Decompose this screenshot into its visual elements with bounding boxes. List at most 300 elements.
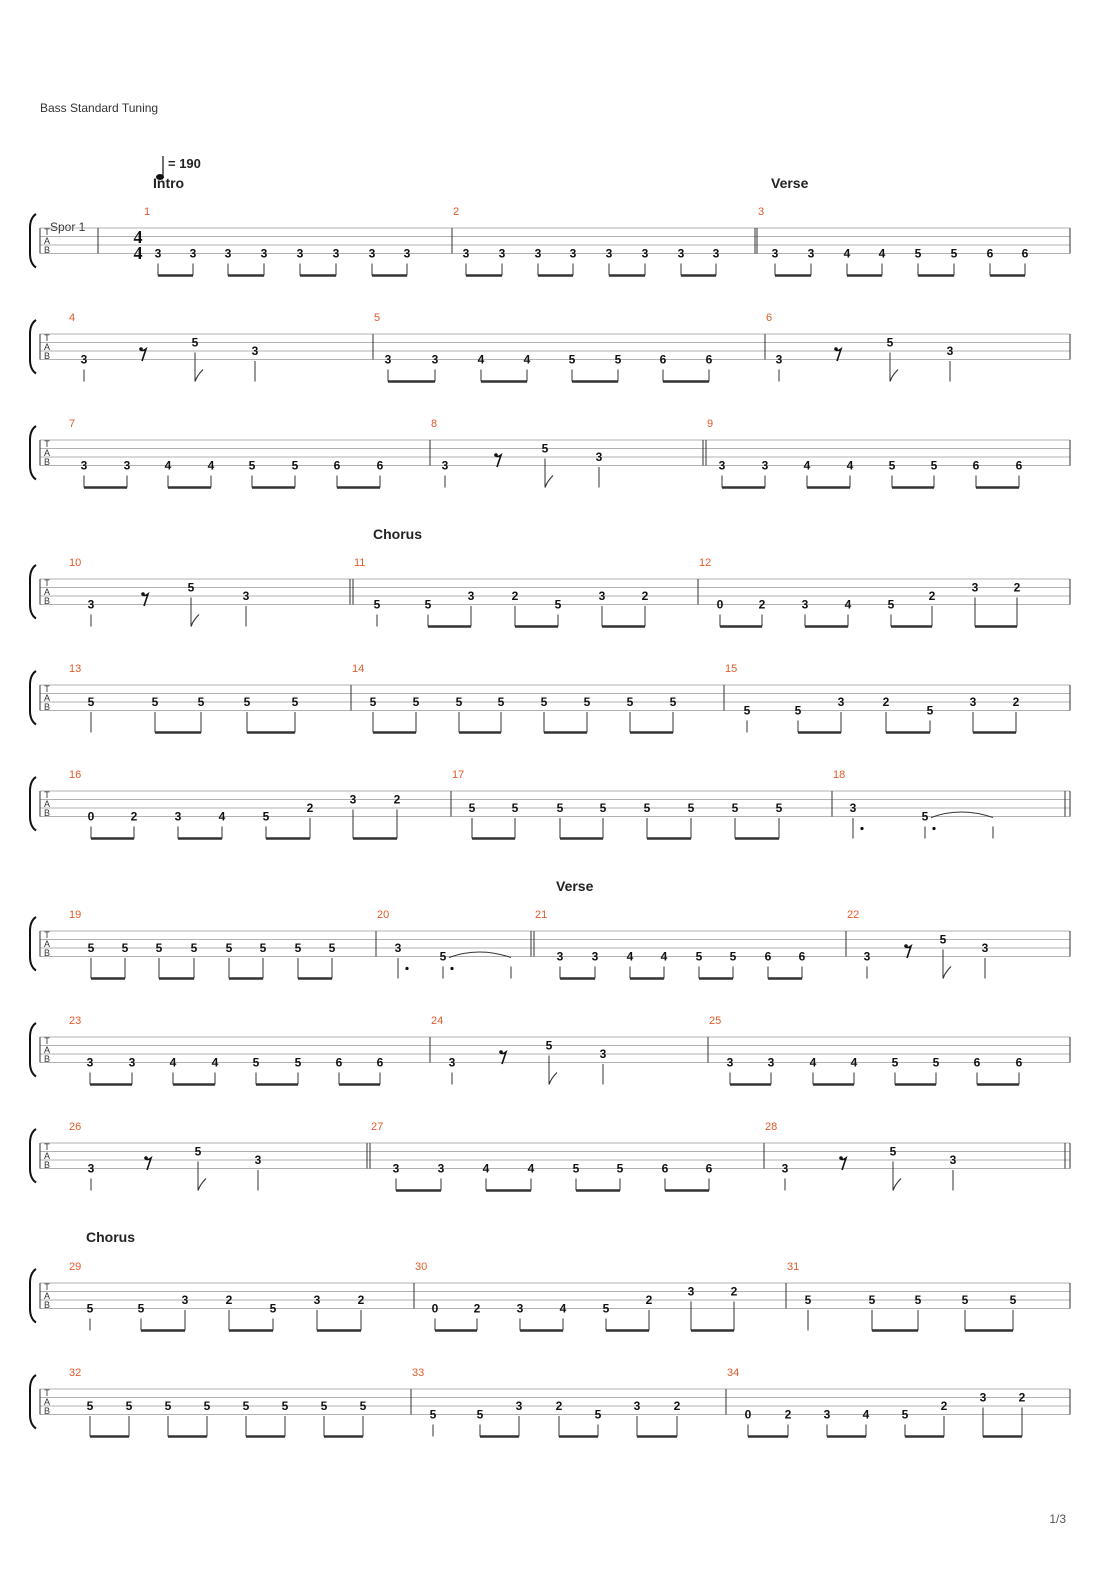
fret-number: 5 — [556, 801, 564, 815]
fret-number: 6 — [1015, 1055, 1023, 1070]
fret-number: 5 — [121, 941, 129, 955]
fret-number: 5 — [191, 335, 199, 350]
system-brace — [30, 917, 36, 971]
tab-clef-letter: T — [44, 227, 50, 237]
fret-number: 3 — [516, 1301, 524, 1316]
fret-number: 3 — [605, 246, 613, 261]
measure-number: 4 — [69, 312, 76, 324]
fret-number: 3 — [313, 1293, 321, 1307]
measure-number: 18 — [833, 769, 846, 781]
fret-number: 5 — [614, 352, 622, 367]
fret-number: 3 — [981, 941, 989, 955]
fret-number: 3 — [849, 801, 857, 815]
fret-number: 3 — [969, 695, 977, 709]
system-brace — [30, 565, 36, 619]
fret-number: 5 — [889, 1144, 897, 1159]
fret-number: 5 — [248, 458, 256, 473]
system-brace — [30, 777, 36, 831]
measure-number: 3 — [758, 206, 765, 218]
fret-number: 3 — [392, 1161, 400, 1176]
fret-number: 5 — [775, 801, 783, 815]
measure-number: 15 — [725, 663, 738, 675]
fret-number: 5 — [155, 941, 163, 955]
fret-number: 5 — [468, 801, 476, 815]
fret-number: 3 — [979, 1390, 987, 1405]
fret-number: 5 — [541, 441, 549, 456]
fret-number: 5 — [262, 809, 270, 824]
fret-number: 2 — [473, 1301, 481, 1316]
fret-number: 5 — [373, 597, 381, 612]
fret-number: 3 — [154, 246, 162, 261]
system-brace — [30, 1375, 36, 1429]
fret-number: 5 — [914, 246, 922, 261]
section-label-chorus: Chorus — [373, 526, 422, 542]
measure-number: 20 — [377, 909, 390, 921]
fret-number: 5 — [137, 1301, 145, 1316]
fret-number: 5 — [616, 1161, 624, 1176]
tab-clef-letter: A — [43, 342, 51, 352]
system-brace — [30, 320, 36, 374]
measure-number: 31 — [787, 1261, 800, 1273]
measure-number: 7 — [69, 418, 76, 430]
fret-number: 5 — [932, 1055, 940, 1070]
tab-clef-letter: B — [43, 1054, 51, 1064]
fret-number: 6 — [705, 352, 713, 367]
fret-number: 4 — [523, 352, 531, 367]
fret-number: 5 — [429, 1407, 437, 1422]
fret-number: 3 — [598, 589, 606, 603]
eighth-rest-icon — [141, 592, 145, 596]
fret-number: 5 — [939, 932, 947, 947]
fret-number: 5 — [86, 1301, 94, 1316]
fret-number: 3 — [242, 589, 250, 603]
fret-number: 5 — [294, 1055, 302, 1070]
fret-number: 5 — [291, 458, 299, 473]
fret-number: 3 — [349, 792, 357, 807]
tab-clef-letter: B — [43, 596, 51, 606]
fret-number: 3 — [712, 246, 720, 261]
fret-number: 5 — [225, 941, 233, 955]
fret-number: 3 — [534, 246, 542, 261]
tab-clef-letter: B — [43, 1406, 51, 1416]
measure-number: 19 — [69, 909, 82, 921]
fret-number: 3 — [431, 352, 439, 367]
eighth-flag-icon — [893, 1179, 901, 1191]
tab-clef-letter: A — [43, 1151, 51, 1161]
fret-number: 5 — [643, 801, 651, 815]
fret-number: 5 — [476, 1407, 484, 1422]
section-label-chorus-2: Chorus — [86, 1229, 135, 1245]
measure-number: 11 — [354, 557, 366, 569]
fret-number: 4 — [207, 458, 215, 473]
eighth-rest-icon — [499, 1050, 503, 1054]
fret-number: 5 — [731, 801, 739, 815]
fret-number: 5 — [886, 335, 894, 350]
fret-number: 6 — [973, 1055, 981, 1070]
tab-clef-letter: A — [43, 939, 51, 949]
fret-number: 5 — [888, 458, 896, 473]
dot-icon — [860, 827, 863, 830]
fret-number: 0 — [87, 809, 95, 824]
fret-number: 3 — [801, 597, 809, 612]
fret-number: 2 — [130, 809, 138, 824]
tab-clef-letter: T — [44, 1036, 50, 1046]
measure-number: 33 — [412, 1367, 425, 1379]
measure-number: 21 — [535, 909, 548, 921]
fret-number: 6 — [333, 458, 341, 473]
tab-clef-letter: A — [43, 1045, 51, 1055]
fret-number: 3 — [837, 695, 845, 709]
fret-number: 2 — [1012, 695, 1020, 709]
measure-number: 22 — [847, 909, 860, 921]
tab-clef-letter: T — [44, 930, 50, 940]
time-signature-bottom: 4 — [133, 243, 143, 263]
fret-number: 3 — [767, 1055, 775, 1070]
tempo-marking: = 190 — [168, 156, 201, 171]
tab-clef-letter: A — [43, 1397, 51, 1407]
fret-number: 4 — [169, 1055, 177, 1070]
fret-number: 4 — [846, 458, 854, 473]
fret-number: 5 — [891, 1055, 899, 1070]
eighth-rest-icon — [139, 347, 143, 351]
fret-number: 3 — [591, 949, 599, 964]
fret-number: 5 — [259, 941, 267, 955]
fret-number: 3 — [863, 949, 871, 964]
tab-clef-letter: B — [43, 702, 51, 712]
fret-number: 5 — [602, 1301, 610, 1316]
eighth-flag-icon — [890, 370, 898, 382]
fret-number: 2 — [758, 597, 766, 612]
section-label-intro: Intro — [153, 175, 185, 191]
fret-number: 3 — [80, 458, 88, 473]
tuning-label: Bass Standard Tuning — [40, 101, 159, 115]
fret-number: 3 — [677, 246, 685, 261]
fret-number: 5 — [424, 597, 432, 612]
fret-number: 3 — [394, 941, 402, 955]
fret-number: 4 — [482, 1161, 490, 1176]
fret-number: 5 — [164, 1399, 172, 1413]
fret-number: 5 — [190, 941, 198, 955]
fret-number: 6 — [1015, 458, 1023, 473]
fret-number: 5 — [269, 1301, 277, 1316]
fret-number: 5 — [252, 1055, 260, 1070]
measure-number: 28 — [765, 1121, 778, 1133]
fret-number: 5 — [359, 1399, 367, 1413]
tab-clef-letter: A — [43, 1291, 51, 1301]
fret-number: 4 — [527, 1161, 535, 1176]
fret-number: 3 — [80, 352, 88, 367]
fret-number: 2 — [784, 1407, 792, 1422]
measure-number: 12 — [699, 557, 712, 569]
fret-number: 4 — [211, 1055, 219, 1070]
tab-clef-letter: B — [43, 948, 51, 958]
fret-number: 6 — [986, 246, 994, 261]
measure-number: 14 — [352, 663, 365, 675]
fret-number: 3 — [441, 458, 449, 473]
fret-number: 5 — [599, 801, 607, 815]
tab-clef-letter: T — [44, 578, 50, 588]
fret-number: 5 — [545, 1038, 553, 1053]
fret-number: 4 — [218, 809, 226, 824]
fret-number: 3 — [761, 458, 769, 473]
fret-number: 4 — [803, 458, 811, 473]
eighth-flag-icon — [198, 1179, 206, 1191]
fret-number: 3 — [174, 809, 182, 824]
fret-number: 3 — [189, 246, 197, 261]
fret-number: 4 — [843, 246, 851, 261]
fret-number: 4 — [164, 458, 172, 473]
tab-clef-letter: A — [43, 236, 51, 246]
measure-number: 1 — [144, 206, 151, 218]
fret-number: 5 — [695, 949, 703, 964]
fret-number: 5 — [868, 1293, 876, 1307]
eighth-rest-icon — [839, 1156, 843, 1160]
fret-number: 2 — [306, 801, 314, 815]
fret-number: 5 — [511, 801, 519, 815]
fret-number: 3 — [384, 352, 392, 367]
fret-number: 2 — [511, 589, 519, 603]
fret-number: 3 — [462, 246, 470, 261]
fret-number: 3 — [260, 246, 268, 261]
fret-number: 5 — [568, 352, 576, 367]
fret-number: 5 — [1009, 1293, 1017, 1307]
fret-number: 3 — [775, 352, 783, 367]
measure-number: 26 — [69, 1121, 82, 1133]
fret-number: 3 — [641, 246, 649, 261]
fret-number: 3 — [718, 458, 726, 473]
fret-number: 4 — [660, 949, 668, 964]
fret-number: 3 — [823, 1407, 831, 1422]
eighth-rest-icon — [834, 347, 838, 351]
fret-number: 4 — [809, 1055, 817, 1070]
fret-number: 5 — [961, 1293, 969, 1307]
fret-number: 3 — [254, 1153, 262, 1167]
fret-number: 2 — [357, 1293, 365, 1307]
measure-number: 2 — [453, 206, 460, 218]
fret-number: 3 — [437, 1161, 445, 1176]
fret-number: 3 — [556, 949, 564, 964]
fret-number: 3 — [946, 344, 954, 358]
tab-clef-letter: A — [43, 799, 51, 809]
track-name: Spor 1 — [50, 220, 86, 234]
system-brace — [30, 1129, 36, 1183]
fret-number: 2 — [1018, 1390, 1026, 1405]
fret-number: 3 — [771, 246, 779, 261]
fret-number: 0 — [431, 1301, 439, 1316]
fret-number: 5 — [804, 1293, 812, 1307]
fret-number: 3 — [971, 580, 979, 595]
fret-number: 0 — [716, 597, 724, 612]
measure-number: 16 — [69, 769, 82, 781]
system-brace — [30, 1023, 36, 1077]
fret-number: 3 — [687, 1284, 695, 1299]
tab-clef-letter: T — [44, 1388, 50, 1398]
fret-number: 2 — [645, 1293, 653, 1307]
tab-clef-letter: B — [43, 351, 51, 361]
eighth-rest-icon — [494, 453, 498, 457]
measure-number: 8 — [431, 418, 438, 430]
fret-number: 2 — [555, 1399, 563, 1413]
measure-number: 34 — [727, 1367, 740, 1379]
eighth-flag-icon — [545, 476, 553, 488]
measure-number: 30 — [415, 1261, 428, 1273]
fret-number: 6 — [705, 1161, 713, 1176]
fret-number: 3 — [296, 246, 304, 261]
fret-number: 3 — [599, 1047, 607, 1061]
fret-number: 3 — [949, 1153, 957, 1167]
fret-number: 3 — [123, 458, 131, 473]
system-brace — [30, 671, 36, 725]
fret-number: 3 — [569, 246, 577, 261]
fret-number: 6 — [798, 949, 806, 964]
fret-number: 3 — [332, 246, 340, 261]
fret-number: 5 — [87, 695, 95, 709]
tab-clef-letter: A — [43, 587, 51, 597]
fret-number: 3 — [87, 597, 95, 612]
section-label-verse-2: Verse — [556, 878, 594, 894]
fret-number: 2 — [882, 695, 890, 709]
fret-number: 0 — [744, 1407, 752, 1422]
fret-number: 3 — [595, 450, 603, 464]
measure-number: 32 — [69, 1367, 82, 1379]
fret-number: 6 — [659, 352, 667, 367]
tab-clef-letter: A — [43, 448, 51, 458]
fret-number: 5 — [328, 941, 336, 955]
fret-number: 4 — [844, 597, 852, 612]
tab-clef-letter: B — [43, 245, 51, 255]
fret-number: 2 — [673, 1399, 681, 1413]
fret-number: 5 — [243, 695, 251, 709]
fret-number: 6 — [376, 1055, 384, 1070]
fret-number: 5 — [369, 695, 377, 709]
tab-clef-letter: T — [44, 1282, 50, 1292]
fret-number: 6 — [661, 1161, 669, 1176]
fret-number: 3 — [87, 1161, 95, 1176]
fret-number: 4 — [626, 949, 634, 964]
fret-number: 2 — [641, 589, 649, 603]
fret-number: 3 — [128, 1055, 136, 1070]
fret-number: 5 — [497, 695, 505, 709]
tab-clef-letter: B — [43, 457, 51, 467]
fret-number: 5 — [583, 695, 591, 709]
eighth-flag-icon — [195, 370, 203, 382]
fret-number: 2 — [225, 1293, 233, 1307]
section-label-verse: Verse — [771, 175, 809, 191]
measure-number: 6 — [766, 312, 773, 324]
measure-number: 23 — [69, 1015, 82, 1027]
fret-number: 3 — [86, 1055, 94, 1070]
fret-number: 5 — [203, 1399, 211, 1413]
fret-number: 3 — [781, 1161, 789, 1176]
fret-number: 3 — [467, 589, 475, 603]
fret-number: 5 — [572, 1161, 580, 1176]
tab-clef-letter: A — [43, 693, 51, 703]
fret-number: 3 — [368, 246, 376, 261]
fret-number: 5 — [187, 580, 195, 595]
fret-number: 4 — [862, 1407, 870, 1422]
measure-number: 27 — [371, 1121, 384, 1133]
eighth-flag-icon — [943, 967, 951, 979]
fret-number: 4 — [477, 352, 485, 367]
fret-number: 5 — [950, 246, 958, 261]
tab-clef-letter: T — [44, 1142, 50, 1152]
measure-number: 9 — [707, 418, 714, 430]
eighth-flag-icon — [549, 1073, 557, 1085]
fret-number: 6 — [1021, 246, 1029, 261]
fret-number: 2 — [1013, 580, 1021, 595]
fret-number: 3 — [448, 1055, 456, 1070]
fret-number: 5 — [921, 809, 929, 824]
fret-number: 5 — [151, 695, 159, 709]
fret-number: 6 — [335, 1055, 343, 1070]
fret-number: 2 — [393, 792, 401, 807]
fret-number: 5 — [125, 1399, 133, 1413]
fret-number: 5 — [197, 695, 205, 709]
fret-number: 4 — [850, 1055, 858, 1070]
measure-number: 10 — [69, 557, 82, 569]
measure-number: 5 — [374, 312, 381, 324]
fret-number: 6 — [764, 949, 772, 964]
system-brace — [30, 214, 36, 268]
fret-number: 5 — [743, 703, 751, 718]
fret-number: 5 — [926, 703, 934, 718]
fret-number: 5 — [540, 695, 548, 709]
fret-number: 5 — [794, 703, 802, 718]
fret-number: 2 — [940, 1399, 948, 1413]
tab-clef-letter: T — [44, 790, 50, 800]
fret-number: 5 — [439, 949, 447, 964]
fret-number: 4 — [559, 1301, 567, 1316]
fret-number: 3 — [498, 246, 506, 261]
fret-number: 5 — [242, 1399, 250, 1413]
tab-clef-letter: B — [43, 1160, 51, 1170]
measure-number: 25 — [709, 1015, 722, 1027]
tab-clef-letter: T — [44, 684, 50, 694]
fret-number: 5 — [901, 1407, 909, 1422]
fret-number: 5 — [626, 695, 634, 709]
dot-icon — [932, 827, 935, 830]
fret-number: 6 — [972, 458, 980, 473]
tab-clef-letter: T — [44, 439, 50, 449]
fret-number: 3 — [251, 344, 259, 358]
fret-number: 3 — [181, 1293, 189, 1307]
dot-icon — [405, 967, 408, 970]
fret-number: 5 — [594, 1407, 602, 1422]
fret-number: 5 — [87, 941, 95, 955]
measure-number: 29 — [69, 1261, 82, 1273]
fret-number: 3 — [633, 1399, 641, 1413]
fret-number: 5 — [291, 695, 299, 709]
fret-number: 3 — [224, 246, 232, 261]
fret-number: 3 — [515, 1399, 523, 1413]
fret-number: 5 — [930, 458, 938, 473]
measure-number: 17 — [452, 769, 465, 781]
measure-number: 24 — [431, 1015, 444, 1027]
fret-number: 5 — [669, 695, 677, 709]
eighth-rest-icon — [144, 1156, 148, 1160]
fret-number: 5 — [914, 1293, 922, 1307]
tab-clef-letter: B — [43, 1300, 51, 1310]
fret-number: 6 — [376, 458, 384, 473]
fret-number: 2 — [730, 1284, 738, 1299]
fret-number: 5 — [412, 695, 420, 709]
fret-number: 3 — [403, 246, 411, 261]
tab-clef-letter: B — [43, 808, 51, 818]
fret-number: 5 — [320, 1399, 328, 1413]
fret-number: 5 — [455, 695, 463, 709]
fret-number: 2 — [928, 589, 936, 603]
eighth-rest-icon — [904, 944, 908, 948]
